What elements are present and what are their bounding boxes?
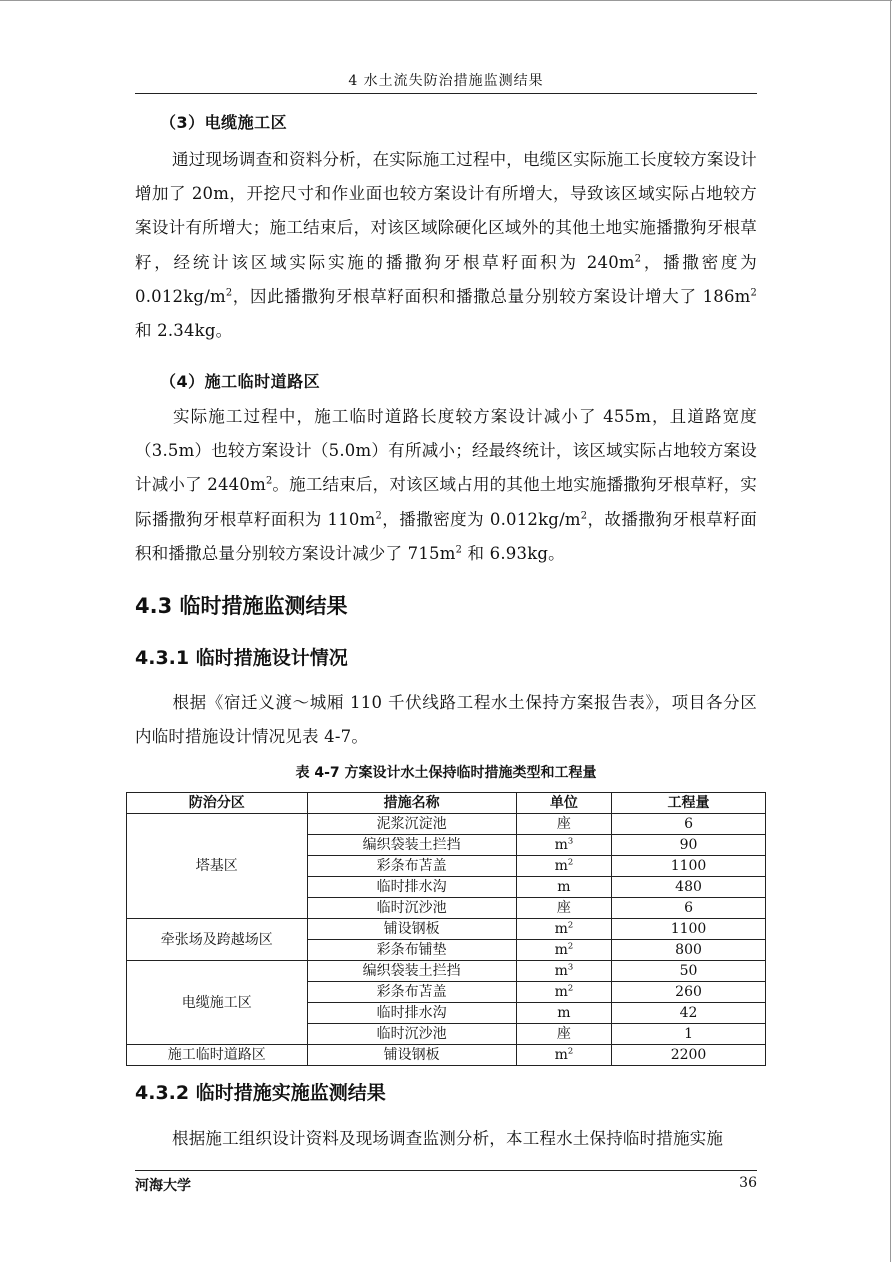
section-4-3-1-heading: 4.3.1 临时措施设计情况 — [135, 647, 348, 669]
measure-cell: 临时沉沙池 — [307, 1024, 516, 1045]
unit-cell — [516, 982, 611, 1003]
table-row — [127, 1045, 766, 1066]
quantity-cell: 480 — [612, 877, 766, 898]
paragraph-4-3-1: 根据《宿迁义渡～城厢 110 千伏线路工程水土保持方案报告表》，项目各分区内临时措施设计情况见表 4-7。 — [135, 693, 757, 747]
header-zone: 防治分区 — [127, 793, 308, 814]
quantity-cell: 1 — [612, 1024, 766, 1045]
measure-cell: 彩条布苫盖 — [307, 856, 516, 877]
quantity-cell: 90 — [612, 835, 766, 856]
unit-base: 座 — [556, 900, 571, 916]
unit-exponent: 3 — [567, 835, 574, 846]
measure-cell: 铺设钢板 — [307, 919, 516, 940]
quantity-cell: 1100 — [612, 919, 766, 940]
unit-exponent: 2 — [567, 1045, 574, 1056]
section-4-3-2-heading: 4.3.2 临时措施实施监测结果 — [135, 1082, 386, 1104]
unit-exponent: 3 — [567, 961, 574, 972]
subsection-cable-title: （3）电缆施工区 — [160, 113, 288, 132]
unit-cell — [516, 1024, 611, 1045]
unit-base: m — [554, 984, 568, 1000]
footer-rule — [135, 1170, 757, 1171]
running-header: 4 水土流失防治措施监测结果 — [348, 73, 544, 89]
table-header-row — [127, 793, 766, 814]
unit-base: m — [554, 921, 568, 937]
measure-cell: 彩条布铺垫 — [307, 940, 516, 961]
table-row — [127, 814, 766, 835]
unit-base: m — [554, 963, 568, 979]
measure-cell: 临时沉沙池 — [307, 898, 516, 919]
measure-cell: 泥浆沉淀池 — [307, 814, 516, 835]
quantity-cell: 1100 — [612, 856, 766, 877]
unit-exponent: 2 — [567, 940, 574, 951]
subsection-road-title: （4）施工临时道路区 — [160, 372, 321, 391]
paragraph-road: 实际施工过程中，施工临时道路长度较方案设计减小了 455m，且道路宽度（3.5m）也较方案设计（5.0m）有所减小；经最终统计，该区域实际占地较方案设计减小了 $2440m^2$。施工结束后，对该区域占用的其他土地实施播撒狗牙根草籽，实际播撒狗牙根草籽面积为 $110m^2$，播撒密度为 $0.012kg/m^2$，故播撒狗牙根草籽面积和播撒总量分别较方案设计减少了 $715m^2$ 和 6.93kg。 — [135, 407, 758, 563]
scan-border-top — [0, 0, 892, 1]
unit-cell — [516, 814, 611, 835]
quantity-cell: 42 — [612, 1003, 766, 1024]
unit-base: m — [554, 942, 568, 958]
quantity-cell: 6 — [612, 814, 766, 835]
zone-cell: 施工临时道路区 — [127, 1045, 308, 1066]
unit-cell — [516, 835, 611, 856]
unit-cell — [516, 877, 611, 898]
zone-cell: 塔基区 — [127, 814, 308, 919]
measure-cell: 临时排水沟 — [307, 877, 516, 898]
measure-cell: 编织袋装土拦挡 — [307, 835, 516, 856]
measure-cell: 临时排水沟 — [307, 1003, 516, 1024]
quantity-cell: 800 — [612, 940, 766, 961]
header-quantity: 工程量 — [612, 793, 766, 814]
unit-exponent: 2 — [567, 856, 574, 867]
unit-base: m — [554, 837, 568, 853]
measures-table — [126, 792, 766, 1066]
zone-cell: 电缆施工区 — [127, 961, 308, 1045]
unit-exponent: 2 — [567, 982, 574, 993]
unit-exponent: 2 — [567, 919, 574, 930]
footer-institution: 河海大学 — [135, 1178, 191, 1194]
header-unit: 单位 — [516, 793, 611, 814]
paragraph-4-3-2: 根据施工组织设计资料及现场调查监测分析，本工程水土保持临时措施实施 — [172, 1129, 724, 1148]
page-number: 36 — [739, 1175, 757, 1191]
section-4-3-heading: 4.3 临时措施监测结果 — [135, 594, 348, 618]
quantity-cell: 50 — [612, 961, 766, 982]
table-row — [127, 961, 766, 982]
unit-cell — [516, 961, 611, 982]
quantity-cell: 260 — [612, 982, 766, 1003]
unit-cell — [516, 898, 611, 919]
table-row — [127, 919, 766, 940]
unit-cell — [516, 940, 611, 961]
paragraph-cable: 通过现场调查和资料分析，在实际施工过程中，电缆区实际施工长度较方案设计增加了 20m，开挖尺寸和作业面也较方案设计有所增大，导致该区域实际占地较方案设计有所增大；施工结束后，对该区域除硬化区域外的其他土地实施播撒狗牙根草籽，经统计该区域实际实施的播撒狗牙根草籽面积为 $240m^2$，播撒密度为 $0.012kg/m^2$，因此播撒狗牙根草籽面积和播撒总量分别较方案设计增大了 $186m^2$ 和 2.34kg。 — [135, 150, 758, 341]
scan-border-right — [890, 0, 891, 1262]
unit-cell — [516, 1045, 611, 1066]
unit-base: 座 — [556, 816, 571, 832]
quantity-cell: 2200 — [612, 1045, 766, 1066]
table-caption: 表 4-7 方案设计水土保持临时措施类型和工程量 — [295, 765, 597, 781]
unit-base: m — [557, 879, 571, 895]
measure-cell: 编织袋装土拦挡 — [307, 961, 516, 982]
measure-cell: 铺设钢板 — [307, 1045, 516, 1066]
unit-cell — [516, 919, 611, 940]
unit-cell — [516, 856, 611, 877]
header-measure: 措施名称 — [307, 793, 516, 814]
unit-base: m — [554, 858, 568, 874]
unit-base: m — [554, 1047, 568, 1063]
unit-base: m — [557, 1005, 571, 1021]
header-rule — [135, 93, 757, 94]
quantity-cell: 6 — [612, 898, 766, 919]
unit-cell — [516, 1003, 611, 1024]
unit-base: 座 — [556, 1026, 571, 1042]
zone-cell: 牵张场及跨越场区 — [127, 919, 308, 961]
measure-cell: 彩条布苫盖 — [307, 982, 516, 1003]
